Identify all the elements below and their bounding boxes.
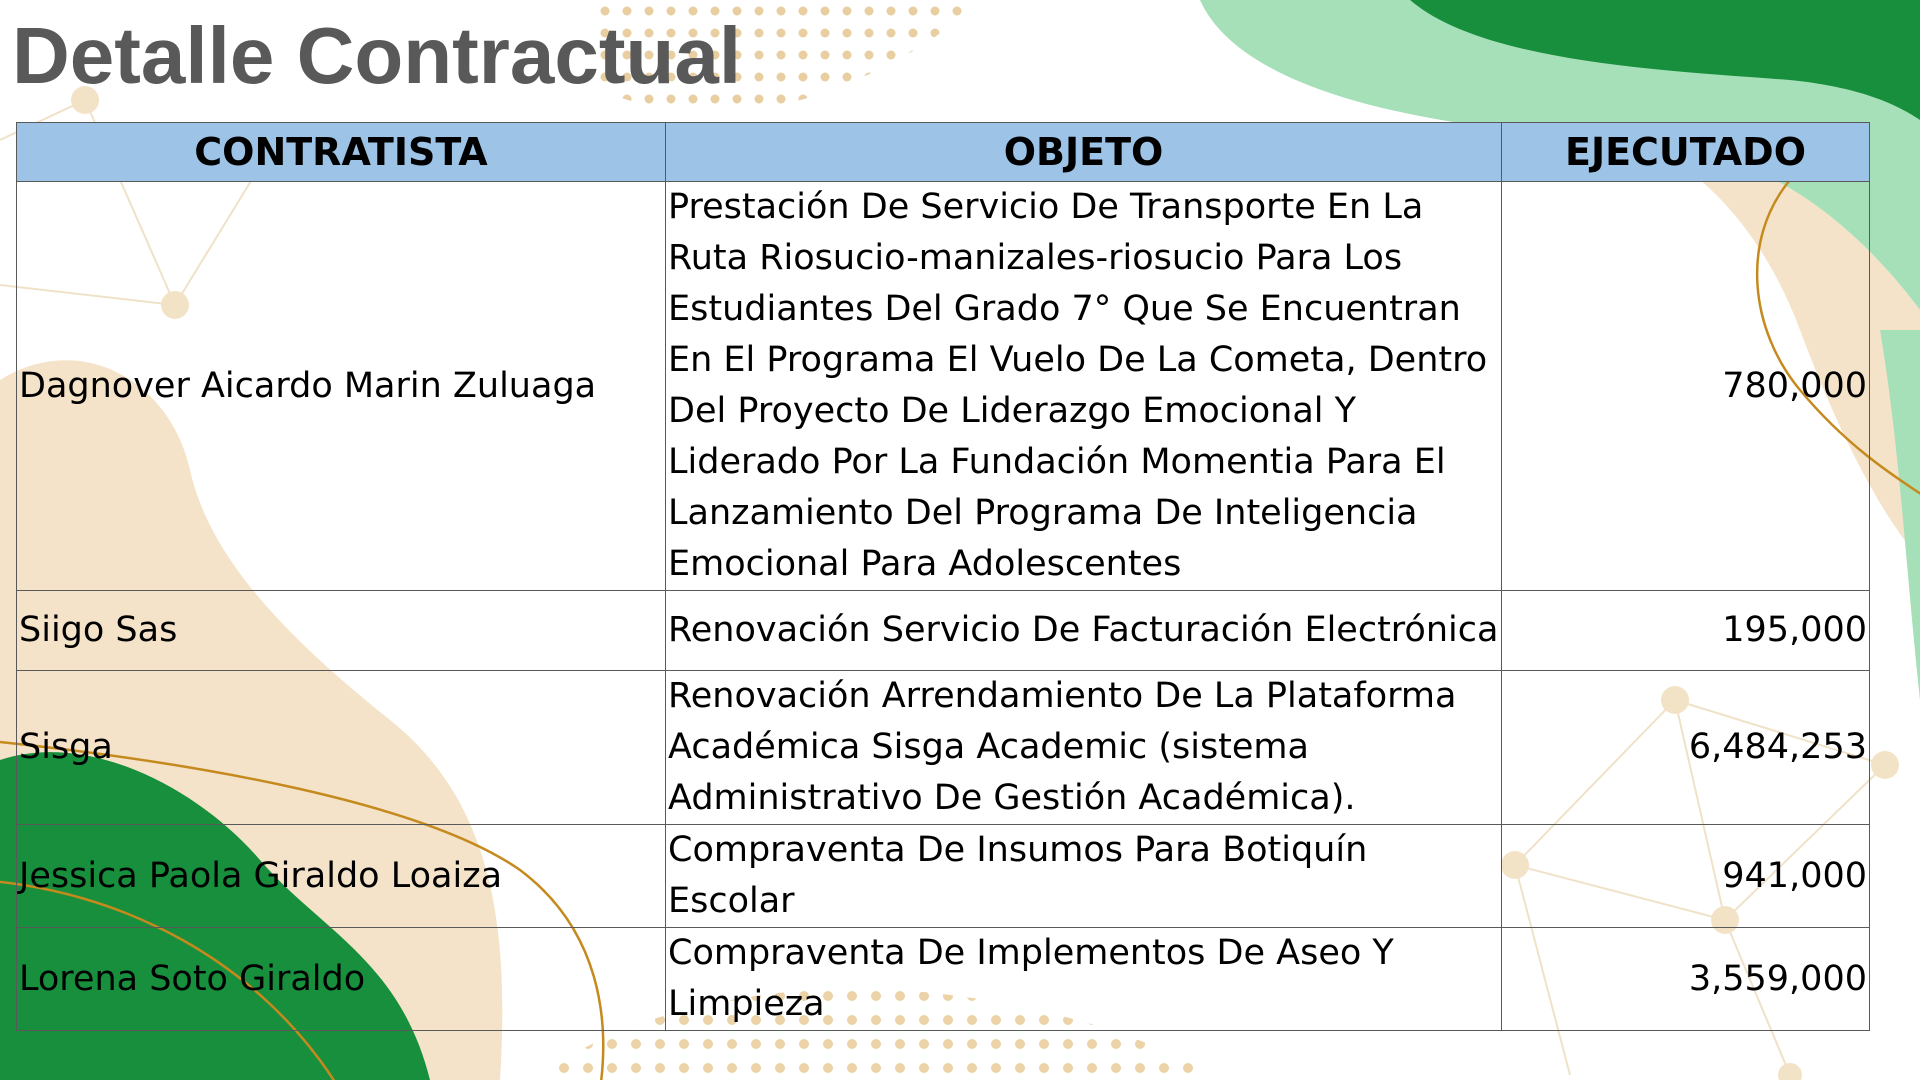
objeto-cell: Prestación De Servicio De Transporte En La Ruta Riosucio-manizales-riosucio Para Los Estudiantes Del Grado 7° Que Se Encuentran En El Programa El Vuelo De La Cometa, Dentro Del Proyecto De Liderazgo Emocional Y Liderado Por La Fundación Momentia Para El Lanzamiento Del Programa De Inteligencia Emocional Para Adolescentes — [666, 182, 1502, 591]
contratista-cell: Dagnover Aicardo Marin Zuluaga — [17, 182, 666, 591]
table-row — [17, 591, 1870, 671]
contratista-cell: Jessica Paola Giraldo Loaiza — [17, 825, 666, 928]
objeto-cell: Compraventa De Implementos De Aseo Y Limpieza — [666, 928, 1502, 1031]
table-row — [17, 928, 1870, 1031]
ejecutado-cell: 3,559,000 — [1502, 928, 1870, 1031]
page-title: Detalle Contractual — [12, 11, 742, 100]
table-row — [17, 182, 1870, 591]
contratista-cell: Siigo Sas — [17, 591, 666, 671]
ejecutado-cell: 195,000 — [1502, 591, 1870, 671]
table-row — [17, 825, 1870, 928]
table-row — [17, 671, 1870, 825]
objeto-cell: Renovación Servicio De Facturación Electrónica — [666, 591, 1502, 671]
ejecutado-cell: 941,000 — [1502, 825, 1870, 928]
header-ejecutado: EJECUTADO — [1502, 123, 1870, 182]
header-contratista: CONTRATISTA — [17, 123, 666, 182]
contratista-cell: Lorena Soto Giraldo — [17, 928, 666, 1031]
contracts-table — [16, 122, 1870, 1031]
objeto-cell: Compraventa De Insumos Para Botiquín Escolar — [666, 825, 1502, 928]
objeto-cell: Renovación Arrendamiento De La Plataforma Académica Sisga Academic (sistema Administrativo De Gestión Académica). — [666, 671, 1502, 825]
ejecutado-cell: 780,000 — [1502, 182, 1870, 591]
ejecutado-cell: 6,484,253 — [1502, 671, 1870, 825]
header-objeto: OBJETO — [666, 123, 1502, 182]
table-header-row — [17, 123, 1870, 182]
contratista-cell: Sisga — [17, 671, 666, 825]
